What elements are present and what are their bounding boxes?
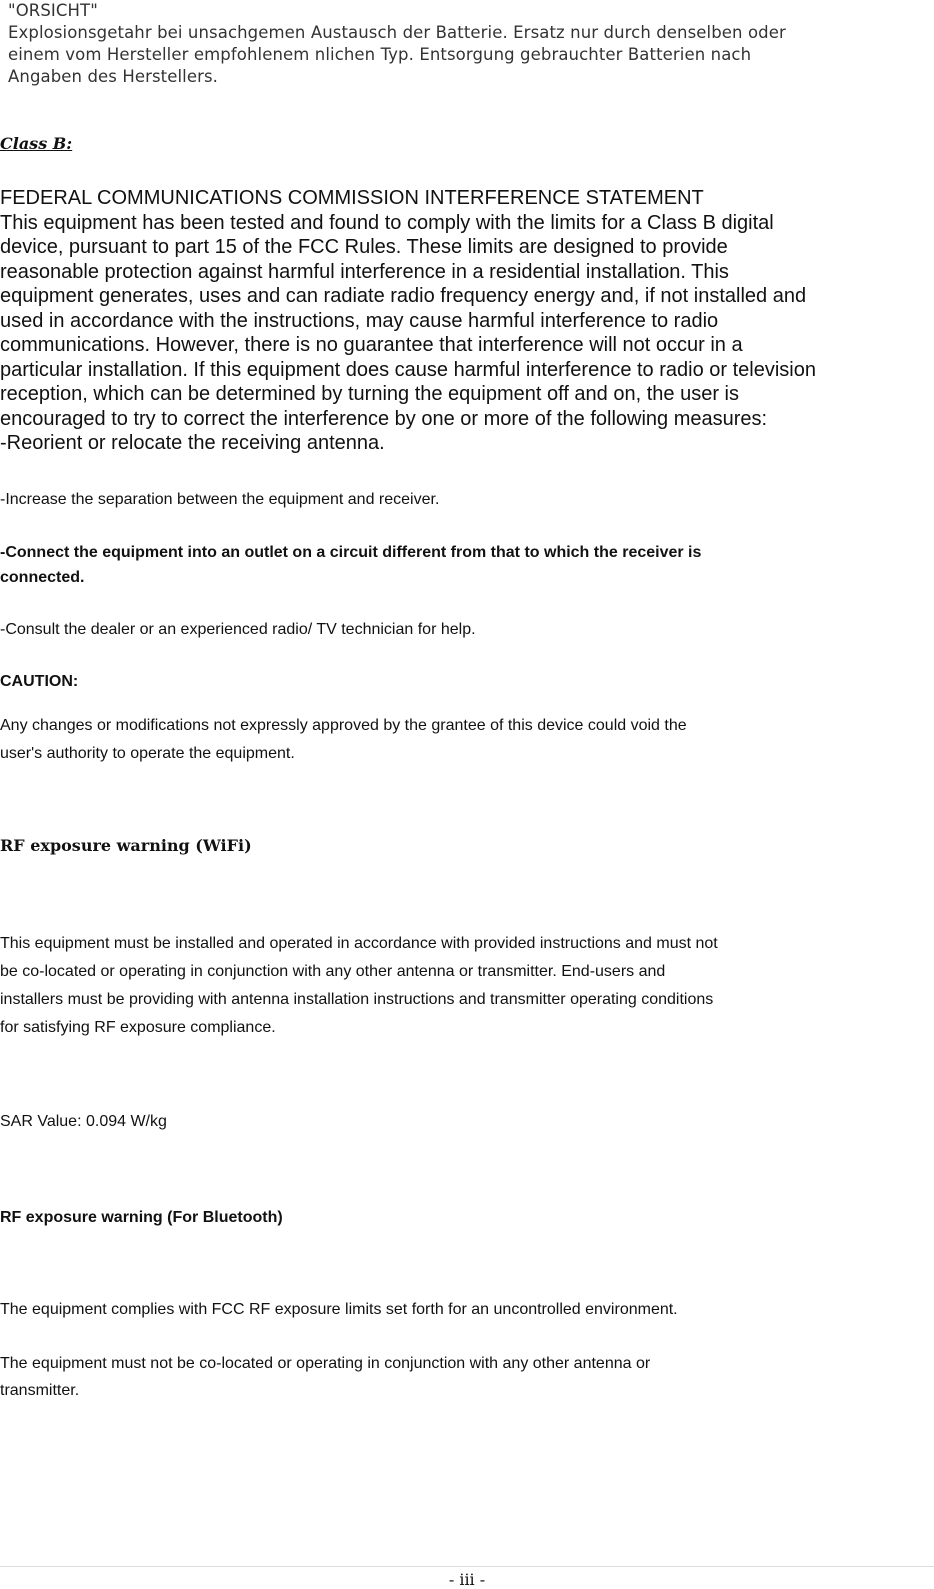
- fcc-line: communications. However, there is no guarantee that interference will not occur in a: [0, 334, 743, 356]
- measure-increase-separation: -Increase the separation between the equipment and receiver.: [0, 491, 440, 508]
- fcc-statement: [0, 186, 934, 456]
- fcc-line: reasonable protection against harmful interference in a residential installation. This: [0, 260, 729, 283]
- bluetooth-para-2: [0, 1350, 934, 1404]
- caution-image-line: Explosionsgetahr bei unsachgemen Austausch der Batterie. Ersatz nur durch denselben oder: [8, 23, 786, 42]
- bluetooth-heading: RF exposure warning (For Bluetooth): [0, 1209, 283, 1226]
- measure-consult-dealer: -Consult the dealer or an experienced radio/ TV technician for help.: [0, 621, 476, 638]
- fcc-line: This equipment has been tested and found to comply with the limits for a Class B digital: [0, 211, 774, 234]
- class-b-heading: Class B:: [0, 134, 73, 153]
- bluetooth-line: transmitter.: [0, 1382, 80, 1399]
- sar-value: SAR Value: 0.094 W/kg: [0, 1113, 167, 1130]
- caution-text: [0, 712, 934, 768]
- page-number: - iii -: [448, 1570, 486, 1589]
- fcc-line: encouraged to try to correct the interference by one or more of the following measures:: [0, 407, 768, 430]
- caution-image-line: einem vom Hersteller empfohlenem nlichen Typ. Entsorgung gebrauchter Batterien nach: [8, 45, 752, 64]
- wifi-line: be co-located or operating in conjunction with any other antenna or transmitter. End-users and: [0, 963, 666, 980]
- bluetooth-para-1: The equipment complies with FCC RF exposure limits set forth for an uncontrolled environment.: [0, 1301, 678, 1318]
- measure-connect-outlet: [0, 540, 934, 590]
- caution-heading: CAUTION:: [0, 673, 79, 690]
- fcc-line: reception, which can be determined by turning the equipment off and on, the user is: [0, 383, 739, 405]
- caution-image-line: "ORSICHT": [8, 1, 98, 20]
- fcc-line: used in accordance with the instructions, may cause harmful interference to radio: [0, 309, 719, 332]
- measure-line: connected.: [0, 569, 85, 586]
- fcc-line: particular installation. If this equipment does cause harmful interference to radio or television: [0, 358, 816, 381]
- fcc-line: FEDERAL COMMUNICATIONS COMMISSION INTERFERENCE STATEMENT: [0, 187, 704, 209]
- measure-line: -Connect the equipment into an outlet on a circuit different from that to which the receiver is: [0, 544, 702, 561]
- bluetooth-line: The equipment must not be co-located or operating in conjunction with any other antenna or: [0, 1355, 651, 1372]
- german-battery-caution: [8, 0, 928, 88]
- caution-line: user's authority to operate the equipment.: [0, 745, 295, 762]
- wifi-heading: RF exposure warning (WiFi): [0, 836, 252, 855]
- wifi-line: This equipment must be installed and operated in accordance with provided instructions and must not: [0, 935, 718, 952]
- wifi-line: for satisfying RF exposure compliance.: [0, 1019, 276, 1036]
- fcc-line: device, pursuant to part 15 of the FCC Rules. These limits are designed to provide: [0, 236, 728, 258]
- caution-line: Any changes or modifications not expressly approved by the grantee of this device could void the: [0, 717, 687, 734]
- footer-divider: [0, 1566, 934, 1567]
- wifi-line: installers must be providing with antenna installation instructions and transmitter operating conditions: [0, 991, 714, 1008]
- fcc-line: -Reorient or relocate the receiving antenna.: [0, 432, 385, 454]
- caution-image-line: Angaben des Herstellers.: [8, 67, 219, 86]
- wifi-text: [0, 930, 934, 1042]
- fcc-line: equipment generates, uses and can radiate radio frequency energy and, if not installed and: [0, 285, 807, 307]
